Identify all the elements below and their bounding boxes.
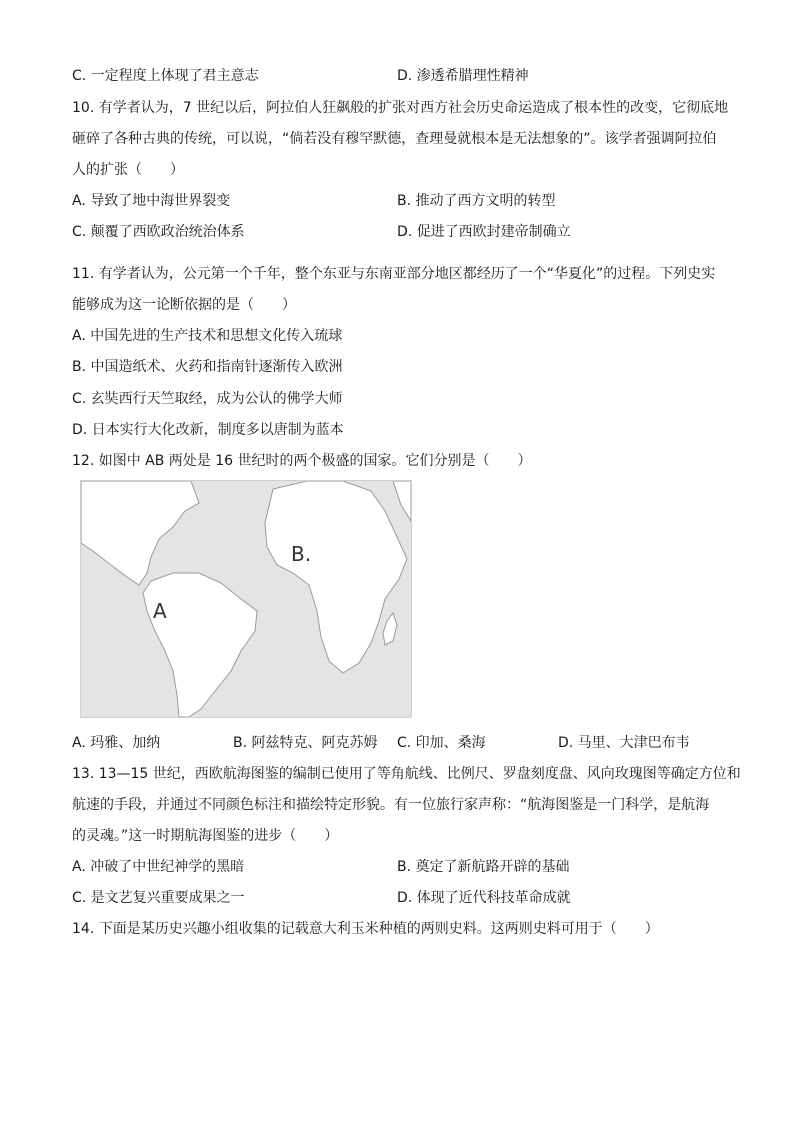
q10-option-a: A. 导致了地中海世界裂变 (72, 193, 231, 209)
q12-option-b: B. 阿兹特克、阿克苏姆 (233, 735, 378, 751)
q13-option-a: A. 冲破了中世纪神学的黑暗 (72, 859, 245, 875)
q13-stem-line-2: 航速的手段，并通过不同颜色标注和描绘特定形貌。有一位旅行家声称：“航海图鉴是一门科学，是航海 (72, 797, 710, 813)
q12-option-d: D. 马里、大津巴布韦 (558, 735, 690, 751)
q11-option-d: D. 日本实行大化改新，制度多以唐制为蓝本 (72, 422, 344, 438)
q10-option-c: C. 颠覆了西欧政治统治体系 (72, 224, 245, 240)
q11-stem-line-2: 能够成为这一论断依据的是（ ） (72, 297, 296, 313)
q10-stem-line-2: 砸碎了各种古典的传统，可以说，“倘若没有穆罕默德，查理曼就根本是无法想象的”。该学者强调阿拉伯 (72, 131, 717, 147)
q11-stem-line-1: 11. 有学者认为，公元第一个千年，整个东亚与东南亚部分地区都经历了一个“华夏化”的过程。下列史实 (72, 266, 716, 282)
q9-option-d: D. 渗透希腊理性精神 (397, 68, 529, 84)
q13-option-c: C. 是文艺复兴重要成果之一 (72, 890, 245, 906)
q13-stem-line-3: 的灵魂。”这一时期航海图鉴的进步（ ） (72, 828, 339, 844)
q12-option-c: C. 印加、桑海 (397, 735, 486, 751)
q11-option-b: B. 中国造纸术、火药和指南针逐渐传入欧洲 (72, 359, 343, 375)
q13-stem-line-1: 13. 13—15 世纪，西欧航海图鉴的编制已使用了等角航线、比例尺、罗盘刻度盘、风向玫瑰图等确定方位和 (72, 766, 741, 782)
q10-stem-line-3: 人的扩张（ ） (72, 162, 184, 178)
q13-option-b: B. 奠定了新航路开辟的基础 (397, 859, 570, 875)
world-map-image (80, 480, 412, 718)
q14-stem: 14. 下面是某历史兴趣小组收集的记载意大利玉米种植的两则史料。这两则史料可用于（ ） (72, 921, 659, 937)
q10-option-b: B. 推动了西方文明的转型 (397, 193, 556, 209)
q12-option-a: A. 玛雅、加纳 (72, 735, 161, 751)
q13-option-d: D. 体现了近代科技革命成就 (397, 890, 571, 906)
q11-option-a: A. 中国先进的生产技术和思想文化传入琉球 (72, 328, 343, 344)
q10-option-d: D. 促进了西欧封建帝制确立 (397, 224, 571, 240)
map-label-b: B. (291, 542, 312, 566)
q9-option-c: C. 一定程度上体现了君主意志 (72, 68, 259, 84)
q12-stem: 12. 如图中 AB 两处是 16 世纪时的两个极盛的国家。它们分别是（ ） (72, 453, 532, 469)
q11-option-c: C. 玄奘西行天竺取经，成为公认的佛学大师 (72, 391, 343, 407)
q10-stem-line-1: 10. 有学者认为，7 世纪以后，阿拉伯人狂飙般的扩张对西方社会历史命运造成了根本性的改变，它彻底地 (72, 100, 729, 116)
map-label-a: A (153, 599, 167, 623)
